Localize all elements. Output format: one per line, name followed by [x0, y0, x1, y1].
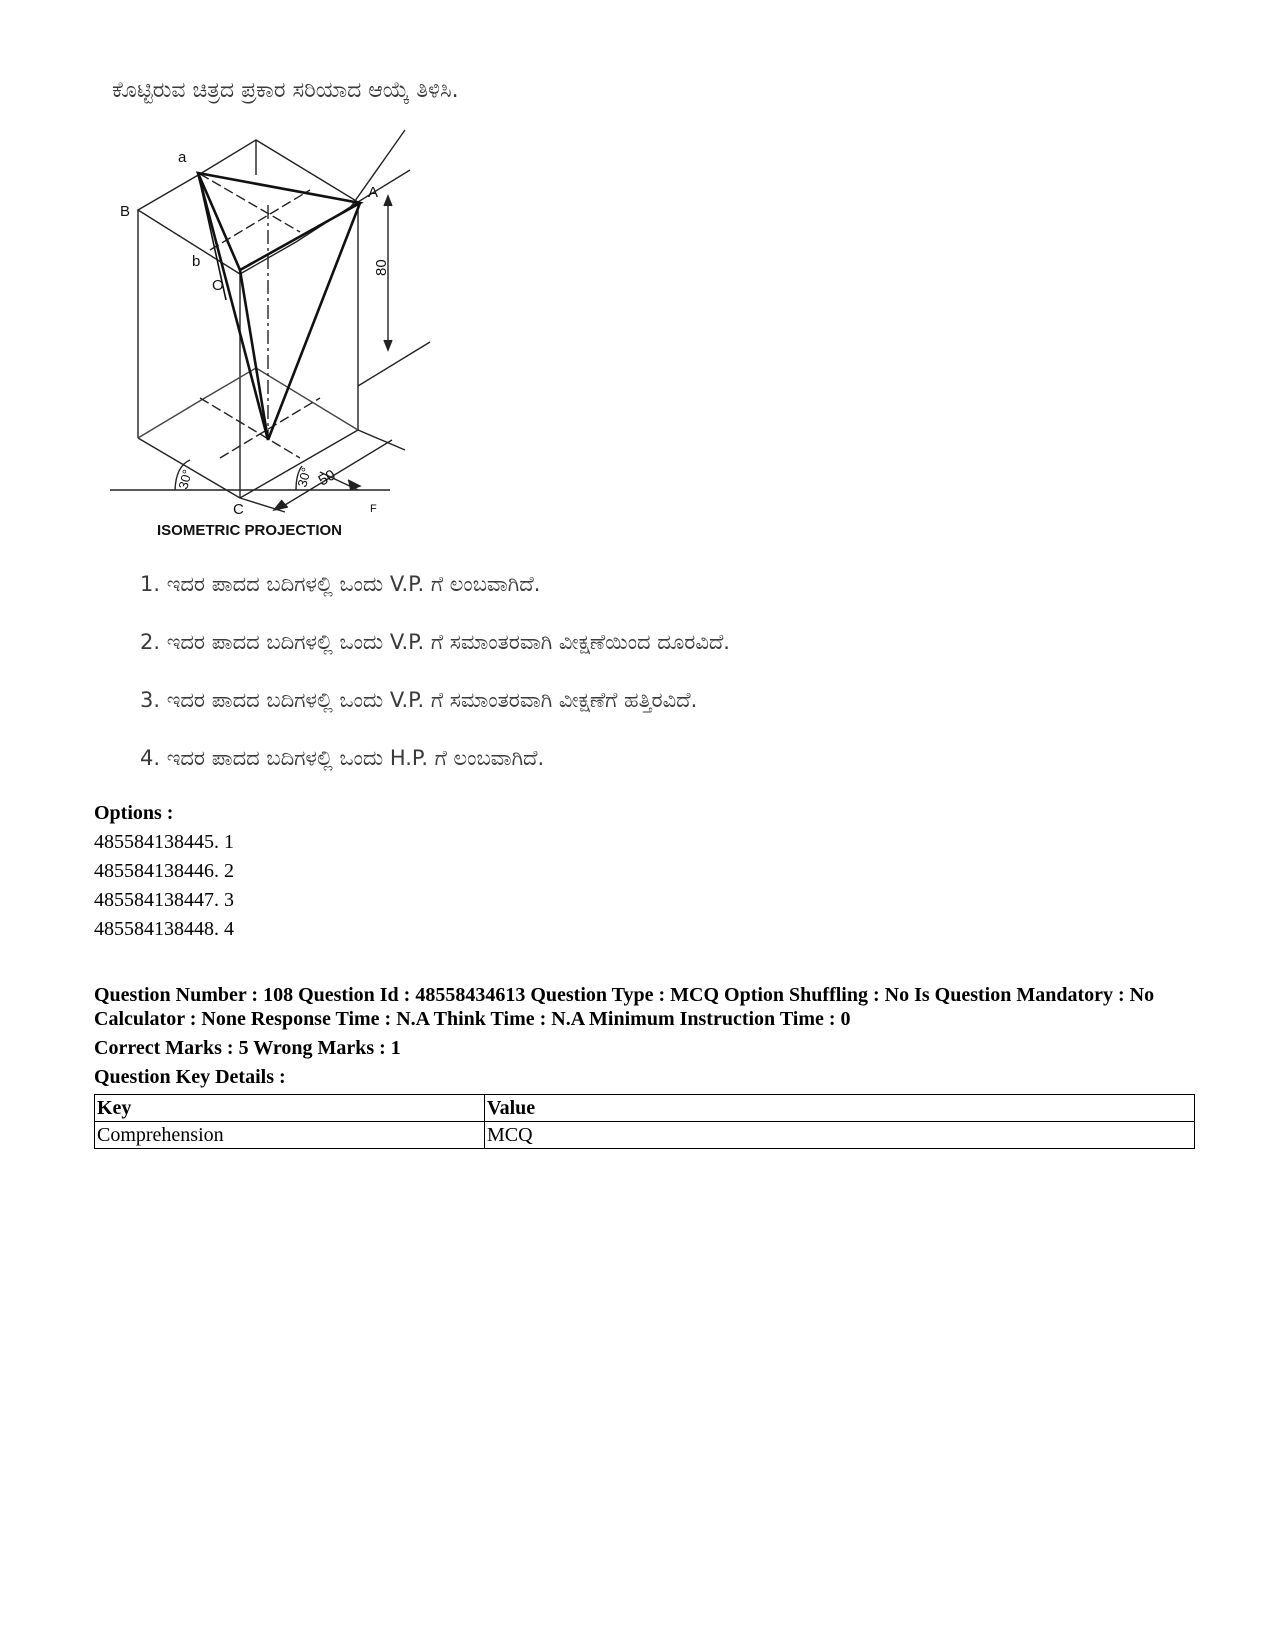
option-item: 485584138447. 3 — [94, 889, 234, 911]
marks-info: Correct Marks : 5 Wrong Marks : 1 — [94, 1037, 401, 1059]
options-heading: Options : — [94, 802, 174, 824]
label-b: b — [192, 253, 201, 270]
label-A: A — [368, 184, 379, 201]
table-row — [95, 1122, 1195, 1149]
key-details-heading: Question Key Details : — [94, 1066, 286, 1088]
option-item: 485584138448. 4 — [94, 918, 234, 940]
label-F: F — [370, 503, 377, 515]
label-a: a — [178, 149, 187, 166]
dim-80: 80 — [373, 259, 390, 276]
label-C: C — [233, 501, 244, 518]
cell-key: Comprehension — [95, 1122, 485, 1149]
angle-left: 30° — [175, 467, 195, 491]
table-header-row — [95, 1095, 1195, 1122]
option-item: 485584138446. 2 — [94, 860, 234, 882]
choice-item: 3. ಇದರ ಪಾದದ ಬದಿಗಳಲ್ಲಿ ಒಂದು V.P. ಗೆ ಸಮಾಂತರವಾಗಿ ವೀಕ್ಷಣೆಗೆ ಹತ್ತಿರವಿದೆ. — [140, 688, 698, 712]
angle-right: 30° — [294, 465, 314, 489]
answer-choices — [140, 572, 730, 804]
cell-value: MCQ — [485, 1122, 1195, 1149]
isometric-projection-figure — [100, 122, 440, 542]
label-O: O — [212, 277, 224, 294]
header-value: Value — [485, 1095, 1195, 1122]
choice-item: 4. ಇದರ ಪಾದದ ಬದಿಗಳಲ್ಲಿ ಒಂದು H.P. ಗೆ ಲಂಬವಾಗಿದೆ. — [140, 746, 545, 770]
label-B: B — [120, 203, 131, 220]
key-details-table — [94, 1094, 1195, 1149]
dim-50: 50 — [315, 466, 339, 490]
pyramid-base — [198, 173, 360, 270]
header-key: Key — [95, 1095, 485, 1122]
question-text: ಕೊಟ್ಟಿರುವ ಚಿತ್ರದ ಪ್ರಕಾರ ಸರಿಯಾದ ಆಯ್ಕೆ ತಿಳಿಸಿ. — [112, 78, 459, 103]
question-meta — [94, 983, 1204, 1089]
choice-item: 2. ಇದರ ಪಾದದ ಬದಿಗಳಲ್ಲಿ ಒಂದು V.P. ಗೆ ಸಮಾಂತರವಾಗಿ ವೀಕ್ಷಣೆಯಿಂದ ದೂರವಿದೆ. — [140, 630, 730, 654]
question-info: Question Number : 108 Question Id : 48558434613 Question Type : MCQ Option Shuffling : No Is Question Mandatory : No Calculator : None Response Time : N.A Think Time : N.A Minimum Instruction Time : 0 — [94, 984, 1155, 1030]
figure-caption: ISOMETRIC PROJECTION — [157, 522, 343, 539]
box-outline — [138, 140, 358, 274]
options-block — [94, 799, 234, 944]
option-item: 485584138445. 1 — [94, 831, 234, 853]
choice-item: 1. ಇದರ ಪಾದದ ಬದಿಗಳಲ್ಲಿ ಒಂದು V.P. ಗೆ ಲಂಬವಾಗಿದೆ. — [140, 572, 541, 596]
